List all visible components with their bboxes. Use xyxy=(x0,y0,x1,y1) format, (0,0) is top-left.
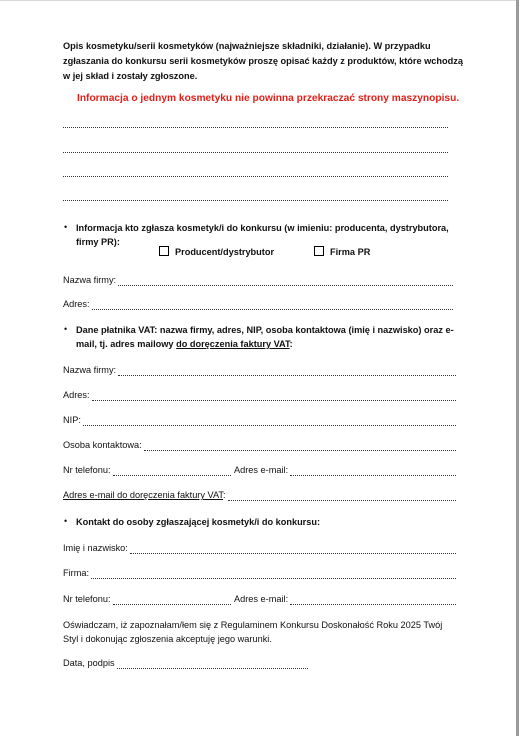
s1-company-field[interactable] xyxy=(63,274,453,286)
s2-email-input[interactable] xyxy=(290,466,456,476)
s2-company-field[interactable] xyxy=(63,364,456,376)
intro-line-3: w jej skład i zostały zgłoszone. xyxy=(63,71,198,81)
s2-nip-label: NIP: xyxy=(63,415,81,425)
s2-company-label: Nazwa firmy: xyxy=(63,365,117,375)
section2-line-1: Dane płatnika VAT: nazwa firmy, adres, NIP, osoba kontaktowa (imię i nazwisko) oraz e- xyxy=(76,325,454,335)
s2-address-label: Adres: xyxy=(63,390,90,400)
length-warning: Informacja o jednym kosmetyku nie powinna przekraczać strony maszynopisu. xyxy=(77,93,460,104)
s1-company-label: Nazwa firmy: xyxy=(63,275,117,285)
s2-nip-input[interactable] xyxy=(83,416,456,426)
s3-email-label: Adres e-mail: xyxy=(234,594,289,604)
s2-nip-field[interactable] xyxy=(63,414,456,426)
bullet-1: • xyxy=(64,222,68,232)
intro-line-1: Opis kosmetyku/serii kosmetyków (najważniejsze składniki, działanie). W przypadku xyxy=(63,41,431,51)
section2-line-2-post: : xyxy=(289,339,293,349)
option-producer[interactable] xyxy=(159,246,274,259)
section1-line-2: firmy PR): xyxy=(76,237,120,247)
s3-phone-input[interactable] xyxy=(113,595,232,605)
s3-company-field[interactable] xyxy=(63,567,456,579)
s2-email-field[interactable] xyxy=(234,464,456,476)
s3-name-label: Imię i nazwisko: xyxy=(63,543,128,553)
signature-label: Data, podpis xyxy=(63,658,115,668)
option-producer-label: Producent/dystrybutor xyxy=(175,247,275,257)
s2-company-input[interactable] xyxy=(118,366,456,376)
s2-invoice-email-label xyxy=(63,489,226,501)
s2-address-field[interactable] xyxy=(63,389,456,401)
description-line-4[interactable] xyxy=(63,200,448,201)
s1-address-input[interactable] xyxy=(92,300,453,310)
s3-company-label: Firma: xyxy=(63,568,90,578)
s1-company-input[interactable] xyxy=(118,276,453,286)
description-line-3[interactable] xyxy=(63,176,448,177)
description-line-2[interactable] xyxy=(63,152,448,153)
intro-line-2: zgłaszania do konkursu serii kosmetyków proszę opisać każdy z produktów, które wchodzą xyxy=(63,56,463,66)
s2-invoice-email-label-text: Adres e-mail do doręczenia faktury VAT xyxy=(63,490,223,500)
producer-checkbox[interactable] xyxy=(159,246,169,256)
s2-invoice-email-input[interactable] xyxy=(228,491,456,501)
signature-input[interactable] xyxy=(117,659,308,669)
s2-phone-label: Nr telefonu: xyxy=(63,465,111,475)
s1-address-label: Adres: xyxy=(63,299,90,309)
s3-name-input[interactable] xyxy=(130,544,456,554)
description-line-1[interactable] xyxy=(63,127,448,128)
s3-phone-label: Nr telefonu: xyxy=(63,594,111,604)
s3-phone-field[interactable] xyxy=(63,593,231,605)
s2-invoice-email-field[interactable] xyxy=(63,489,456,501)
declaration-line-1: Oświadczam, iż zapoznałam/łem się z Regulaminem Konkursu Doskonałość Roku 2025 Twój xyxy=(63,620,443,630)
pr-firm-checkbox[interactable] xyxy=(314,246,324,256)
s2-phone-field[interactable] xyxy=(63,464,231,476)
s1-address-field[interactable] xyxy=(63,298,453,310)
s2-contact-field[interactable] xyxy=(63,439,456,451)
s2-contact-label: Osoba kontaktowa: xyxy=(63,440,142,450)
s2-address-input[interactable] xyxy=(92,391,456,401)
bullet-2: • xyxy=(64,324,68,334)
option-pr-firm-label: Firma PR xyxy=(330,247,371,257)
declaration-line-2: Styl i dokonując zgłoszenia akceptuję jego warunki. xyxy=(63,634,272,644)
option-pr-firm[interactable] xyxy=(314,246,370,259)
s2-contact-input[interactable] xyxy=(144,441,456,451)
s2-email-label: Adres e-mail: xyxy=(234,465,289,475)
s3-email-input[interactable] xyxy=(290,595,456,605)
s2-invoice-email-colon: : xyxy=(223,490,226,500)
s3-email-field[interactable] xyxy=(234,593,456,605)
bullet-3: • xyxy=(64,516,68,526)
signature-field[interactable] xyxy=(63,657,308,669)
section2-line-2-underlined: do doręczenia faktury VAT xyxy=(176,339,290,349)
section3-heading: Kontakt do osoby zgłaszającej kosmetyk/i do konkursu: xyxy=(76,517,321,527)
section2-line-2 xyxy=(76,338,293,351)
s3-name-field[interactable] xyxy=(63,542,456,554)
s2-phone-input[interactable] xyxy=(113,466,232,476)
section1-line-1: Informacja kto zgłasza kosmetyk/i do konkursu (w imieniu: producenta, dystrybutora, xyxy=(76,223,449,233)
section2-line-2-pre: mail, tj. adres mailowy xyxy=(76,339,177,349)
s3-company-input[interactable] xyxy=(91,569,456,579)
